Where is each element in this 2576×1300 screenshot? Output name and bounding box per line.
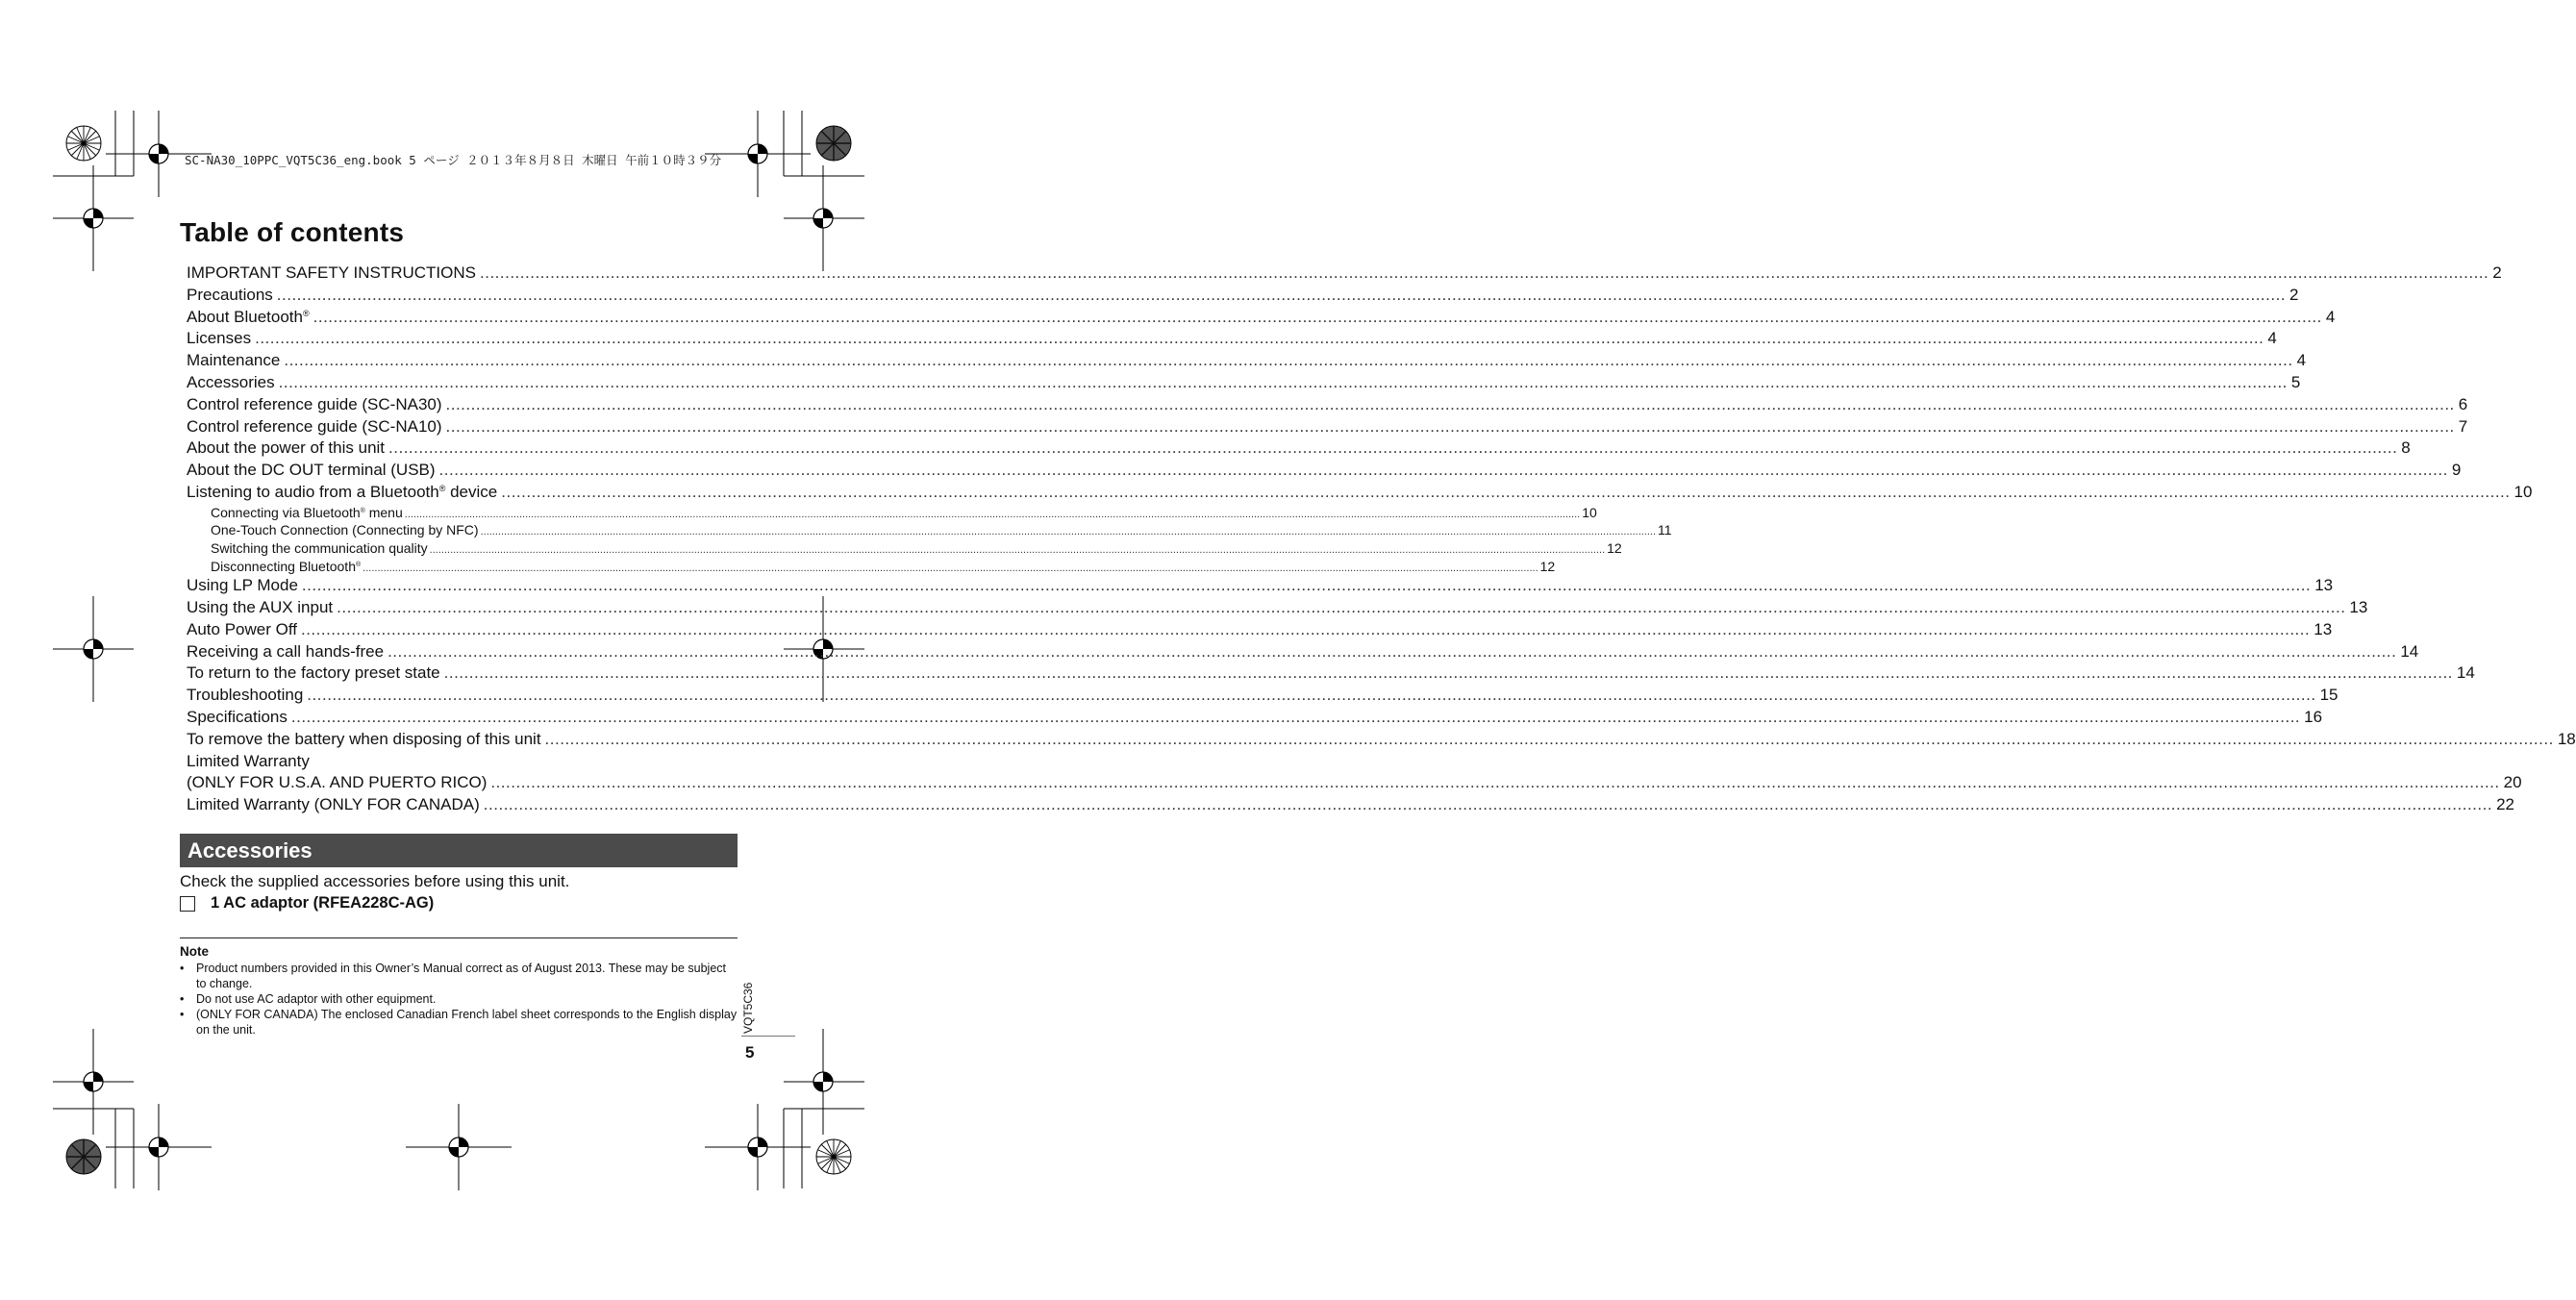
toc-leader-dots: ................................................................................................................................................................................................................................................................................................................................................................................................................: [300, 619, 2311, 638]
toc-entry[interactable]: [187, 772, 2522, 794]
toc-entry[interactable]: [187, 438, 2411, 460]
toc-entry-label: IMPORTANT SAFETY INSTRUCTIONS: [187, 263, 476, 282]
toc-page-number: 14: [2400, 641, 2419, 661]
toc-entry-label: About the DC OUT terminal (USB): [187, 461, 436, 480]
toc-entry[interactable]: [187, 619, 2333, 641]
toc-entry[interactable]: [187, 707, 2323, 729]
toc-page-number: 13: [2314, 576, 2334, 595]
toc-entry-label: Specifications: [187, 707, 288, 726]
toc-leader-dots: ................................................................................................................................................................................................................................................................................................................................................................................................................: [445, 394, 2455, 413]
toc-entry[interactable]: [187, 285, 2299, 307]
toc-leader-dots: ................................................................................................................................................................................................................................................................................................................................................................................................................: [429, 543, 1606, 556]
toc-entry-label: Precautions: [187, 285, 273, 304]
toc-leader-dots: ................................................................................................................................................................................................................................................................................................................................................................................................................: [313, 307, 2322, 326]
note-heading: Note: [180, 944, 209, 959]
toc-entry-label: One-Touch Connection (Connecting by NFC): [211, 522, 479, 538]
toc-page-number: 18: [2557, 729, 2576, 748]
toc-page-number: 9: [2451, 461, 2462, 480]
toc-leader-dots: ................................................................................................................................................................................................................................................................................................................................................................................................................: [490, 773, 2500, 792]
toc-entry[interactable]: [187, 394, 2468, 416]
toc-leader-dots: ................................................................................................................................................................................................................................................................................................................................................................................................................: [284, 351, 2293, 370]
toc-page-number: 16: [2304, 707, 2323, 726]
toc-entry-label: Limited Warranty: [187, 751, 310, 770]
toc-entry-label: Troubleshooting: [187, 686, 304, 705]
toc-page-number: 10: [1582, 504, 1597, 520]
toc-page-number: 15: [2319, 686, 2338, 705]
toc-entry-label: Limited Warranty (ONLY FOR CANADA): [187, 795, 480, 814]
toc-page-number: 14: [2456, 663, 2475, 683]
toc-leader-dots: ................................................................................................................................................................................................................................................................................................................................................................................................................: [404, 508, 1581, 520]
accessories-intro: Check the supplied accessories before using this unit.: [180, 872, 570, 890]
registered-mark: ®: [360, 507, 365, 514]
accessory-checkbox[interactable]: [180, 896, 195, 912]
toc-leader-dots: ................................................................................................................................................................................................................................................................................................................................................................................................................: [290, 707, 2301, 726]
print-header: SC-NA30_10PPC_VQT5C36_eng.book 5 ページ ２０１３年８月８日 木曜日 午前１０時３９分: [185, 153, 722, 167]
toc-page-number: 22: [2496, 795, 2514, 814]
registered-mark: ®: [438, 483, 446, 493]
toc-leader-dots: ................................................................................................................................................................................................................................................................................................................................................................................................................: [480, 526, 1657, 538]
toc-leader-dots: ................................................................................................................................................................................................................................................................................................................................................................................................................: [363, 562, 1538, 574]
toc-page-number: 2: [2289, 285, 2299, 304]
toc-entry[interactable]: [187, 416, 2468, 438]
toc-page-number: 5: [2290, 372, 2301, 391]
toc-page-number: 8: [2401, 438, 2411, 458]
toc-entry[interactable]: [187, 575, 2334, 597]
toc-page-number: 13: [2313, 619, 2333, 638]
toc-leader-dots: ................................................................................................................................................................................................................................................................................................................................................................................................................: [544, 729, 2554, 748]
toc-entry-label: Receiving a call hands-free: [187, 641, 385, 661]
toc-entry[interactable]: [187, 729, 2576, 751]
toc-page-number: 20: [2503, 773, 2522, 792]
toc-page-number: 4: [2267, 329, 2277, 348]
toc-entry[interactable]: [187, 641, 2419, 663]
toc-leader-dots: ................................................................................................................................................................................................................................................................................................................................................................................................................: [276, 285, 2287, 304]
toc-entry[interactable]: [187, 372, 2301, 394]
registered-mark: ®: [356, 561, 362, 568]
toc-page-number: 13: [2349, 597, 2368, 616]
toc-leader-dots: ................................................................................................................................................................................................................................................................................................................................................................................................................: [445, 416, 2455, 436]
toc-entry-label: Accessories: [187, 372, 275, 391]
toc-leader-dots: ................................................................................................................................................................................................................................................................................................................................................................................................................: [278, 372, 2288, 391]
toc-entry[interactable]: [187, 662, 2475, 685]
toc-page-number: 4: [2296, 351, 2307, 370]
toc-entry-label: (ONLY FOR U.S.A. AND PUERTO RICO): [187, 773, 488, 792]
toc-page-number: 4: [2325, 307, 2336, 326]
toc-page-number: 12: [1607, 539, 1622, 556]
toc-entry[interactable]: [187, 307, 2336, 329]
toc-page-number: 2: [2492, 263, 2502, 282]
toc-entry-label: To return to the factory preset state: [187, 663, 440, 683]
toc-entry-label: About the power of this unit: [187, 438, 386, 458]
toc-subentry[interactable]: [187, 558, 1556, 576]
toc-leader-dots: ................................................................................................................................................................................................................................................................................................................................................................................................................: [307, 686, 2316, 705]
toc-leader-dots: ................................................................................................................................................................................................................................................................................................................................................................................................................: [438, 461, 2448, 480]
toc-entry-label: Connecting via Bluetooth® menu: [211, 504, 403, 520]
toc-entry[interactable]: [187, 751, 725, 773]
toc-leader-dots: ................................................................................................................................................................................................................................................................................................................................................................................................................: [483, 795, 2493, 814]
toc-entry[interactable]: [187, 262, 2502, 285]
toc-subentry[interactable]: [187, 521, 1672, 539]
accessory-item-label: 1 AC adaptor (RFEA228C-AG): [211, 894, 435, 912]
toc-entry-label: Disconnecting Bluetooth®: [211, 558, 362, 574]
toc-entry-label: To remove the battery when disposing of this unit: [187, 729, 541, 748]
note-item: • (ONLY FOR CANADA) The enclosed Canadian French label sheet corresponds to the English display on the unit.: [180, 1007, 738, 1038]
toc-entry-label: Switching the communication quality: [211, 539, 428, 556]
toc-entry[interactable]: [187, 794, 2514, 816]
toc-entry-label: Using the AUX input: [187, 597, 334, 616]
toc-entry-label: Control reference guide (SC-NA30): [187, 394, 442, 413]
toc-leader-dots: ................................................................................................................................................................................................................................................................................................................................................................................................................: [480, 263, 2489, 282]
toc-entry[interactable]: [187, 460, 2462, 482]
toc-entry[interactable]: [187, 685, 2338, 707]
table-of-contents: [187, 262, 2576, 816]
toc-entry-label: Listening to audio from a Bluetooth® device: [187, 482, 498, 501]
toc-leader-dots: ................................................................................................................................................................................................................................................................................................................................................................................................................: [388, 641, 2397, 661]
document-code: VQT5C36: [741, 982, 755, 1034]
toc-entry-label: Auto Power Off: [187, 619, 297, 638]
toc-page-number: 7: [2458, 416, 2468, 436]
toc-leader-dots: ................................................................................................................................................................................................................................................................................................................................................................................................................: [337, 597, 2346, 616]
toc-page-number: 10: [2513, 482, 2533, 501]
toc-entry[interactable]: [187, 328, 2277, 350]
toc-page-number: 6: [2458, 394, 2468, 413]
toc-subentry[interactable]: [187, 539, 1622, 558]
toc-page-number: 11: [1658, 522, 1672, 538]
accessory-item: [180, 894, 434, 912]
document-code-rule: [741, 1036, 795, 1037]
registered-mark: ®: [302, 308, 310, 318]
toc-entry-label: Using LP Mode: [187, 576, 298, 595]
toc-leader-dots: ................................................................................................................................................................................................................................................................................................................................................................................................................: [443, 663, 2453, 683]
toc-leader-dots: ................................................................................................................................................................................................................................................................................................................................................................................................................: [255, 329, 2264, 348]
toc-entry-label: Control reference guide (SC-NA10): [187, 416, 442, 436]
toc-leader-dots: ................................................................................................................................................................................................................................................................................................................................................................................................................: [388, 438, 2398, 458]
toc-entry-label: About Bluetooth®: [187, 307, 310, 326]
toc-page-number: 12: [1539, 558, 1556, 574]
note-item: • Product numbers provided in this Owner’s Manual correct as of August 2013. These may be subject to change.: [180, 961, 738, 991]
toc-entry[interactable]: [187, 482, 2533, 504]
toc-entry[interactable]: [187, 597, 2368, 619]
toc-leader-dots: ................................................................................................................................................................................................................................................................................................................................................................................................................: [501, 482, 2511, 501]
toc-entry[interactable]: [187, 350, 2307, 372]
toc-entry-label: Maintenance: [187, 351, 281, 370]
note-item: • Do not use AC adaptor with other equipment.: [180, 991, 738, 1007]
page-title: Table of contents: [180, 217, 405, 247]
toc-entry-label: Licenses: [187, 329, 252, 348]
note-list: [180, 961, 738, 1038]
page-number: 5: [745, 1043, 755, 1062]
toc-leader-dots: ................................................................................................................................................................................................................................................................................................................................................................................................................: [301, 576, 2312, 595]
accessories-heading: Accessories: [180, 834, 738, 867]
toc-subentry[interactable]: [187, 504, 1597, 522]
